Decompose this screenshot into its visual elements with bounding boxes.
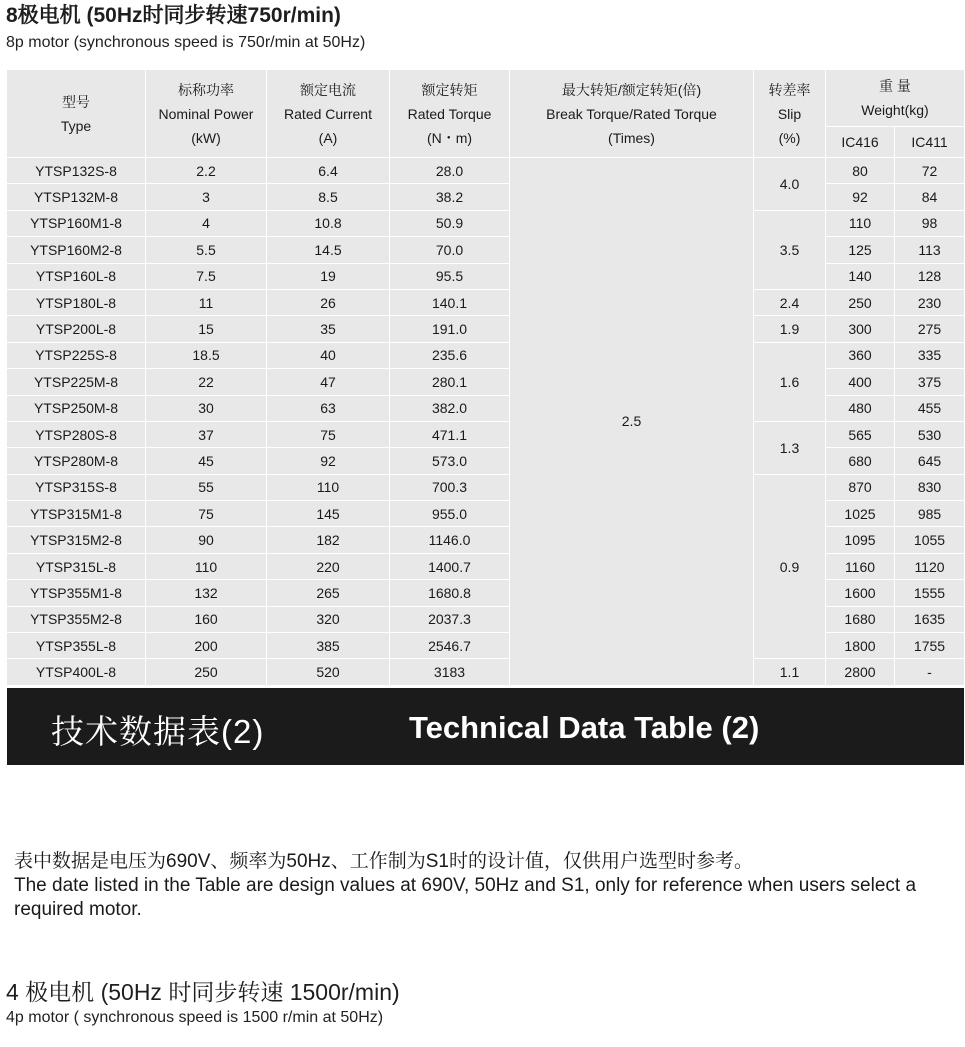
cell-current: 47 <box>267 369 390 395</box>
cell-slip: 1.9 <box>754 316 826 342</box>
cell-weight-ic416: 1800 <box>826 633 895 659</box>
cell-slip: 2.4 <box>754 289 826 315</box>
cell-type: YTSP200L-8 <box>7 316 146 342</box>
header-slip: 转差率 Slip (%) <box>754 70 826 158</box>
cell-type: YTSP160M2-8 <box>7 237 146 263</box>
table-note <box>14 850 954 922</box>
cell-torque: 28.0 <box>390 158 510 184</box>
cell-power: 160 <box>146 606 267 632</box>
cell-power: 4 <box>146 210 267 236</box>
cell-torque: 50.9 <box>390 210 510 236</box>
cell-current: 110 <box>267 474 390 500</box>
cell-weight-ic416: 1025 <box>826 501 895 527</box>
cell-power: 37 <box>146 421 267 447</box>
cell-power: 55 <box>146 474 267 500</box>
cell-type: YTSP180L-8 <box>7 289 146 315</box>
note-zh: 表中数据是电压为690V、频率为50Hz、工作制为S1时的设计值，仅供用户选型时参考。 <box>14 851 753 872</box>
table-row <box>7 342 965 368</box>
cell-type: YTSP225M-8 <box>7 369 146 395</box>
cell-torque: 1146.0 <box>390 527 510 553</box>
cell-torque: 955.0 <box>390 501 510 527</box>
cell-slip: 1.6 <box>754 342 826 421</box>
cell-torque: 70.0 <box>390 237 510 263</box>
cell-weight-ic416: 2800 <box>826 659 895 685</box>
cell-type: YTSP280M-8 <box>7 448 146 474</box>
cell-torque: 573.0 <box>390 448 510 474</box>
cell-weight-ic416: 110 <box>826 210 895 236</box>
table-row <box>7 289 965 315</box>
cell-power: 2.2 <box>146 158 267 184</box>
table-row <box>7 474 965 500</box>
cell-current: 63 <box>267 395 390 421</box>
note-en: The date listed in the Table are design values at 690V, 50Hz and S1, only for reference when users select a required motor. <box>14 875 917 920</box>
cell-current: 6.4 <box>267 158 390 184</box>
cell-type: YTSP355M1-8 <box>7 580 146 606</box>
section-banner <box>7 688 964 765</box>
cell-torque: 382.0 <box>390 395 510 421</box>
cell-type: YTSP132M-8 <box>7 184 146 210</box>
cell-current: 35 <box>267 316 390 342</box>
cell-torque: 700.3 <box>390 474 510 500</box>
cell-type: YTSP315L-8 <box>7 553 146 579</box>
cell-current: 92 <box>267 448 390 474</box>
cell-power: 3 <box>146 184 267 210</box>
cell-weight-ic411: 985 <box>895 501 965 527</box>
cell-current: 75 <box>267 421 390 447</box>
cell-current: 26 <box>267 289 390 315</box>
cell-weight-ic416: 360 <box>826 342 895 368</box>
cell-weight-ic411: 530 <box>895 421 965 447</box>
cell-power: 45 <box>146 448 267 474</box>
cell-current: 10.8 <box>267 210 390 236</box>
cell-weight-ic416: 125 <box>826 237 895 263</box>
cell-weight-ic416: 680 <box>826 448 895 474</box>
cell-weight-ic416: 1160 <box>826 553 895 579</box>
cell-torque: 471.1 <box>390 421 510 447</box>
cell-type: YTSP132S-8 <box>7 158 146 184</box>
cell-power: 22 <box>146 369 267 395</box>
section-subtitle-8p: 8p motor (synchronous speed is 750r/min at 50Hz) <box>6 34 366 51</box>
cell-weight-ic416: 80 <box>826 158 895 184</box>
cell-current: 145 <box>267 501 390 527</box>
header-torque: 额定转矩 Rated Torque (N・m) <box>390 70 510 158</box>
cell-power: 132 <box>146 580 267 606</box>
cell-weight-ic411: 128 <box>895 263 965 289</box>
cell-torque: 2037.3 <box>390 606 510 632</box>
cell-torque: 2546.7 <box>390 633 510 659</box>
cell-weight-ic411: 335 <box>895 342 965 368</box>
cell-weight-ic416: 400 <box>826 369 895 395</box>
cell-slip: 3.5 <box>754 210 826 289</box>
cell-torque: 95.5 <box>390 263 510 289</box>
cell-weight-ic411: 113 <box>895 237 965 263</box>
cell-weight-ic416: 92 <box>826 184 895 210</box>
cell-slip: 1.1 <box>754 659 826 685</box>
cell-weight-ic416: 300 <box>826 316 895 342</box>
cell-type: YTSP280S-8 <box>7 421 146 447</box>
cell-weight-ic411: 230 <box>895 289 965 315</box>
header-weight: 重 量 Weight(kg) <box>826 70 965 127</box>
cell-torque: 280.1 <box>390 369 510 395</box>
cell-current: 8.5 <box>267 184 390 210</box>
cell-current: 40 <box>267 342 390 368</box>
table-row <box>7 316 965 342</box>
header-type: 型号 Type <box>7 70 146 158</box>
cell-type: YTSP315M2-8 <box>7 527 146 553</box>
cell-weight-ic411: 84 <box>895 184 965 210</box>
cell-power: 110 <box>146 553 267 579</box>
cell-weight-ic411: 830 <box>895 474 965 500</box>
cell-weight-ic411: 72 <box>895 158 965 184</box>
header-ic416: IC416 <box>826 127 895 158</box>
cell-type: YTSP160L-8 <box>7 263 146 289</box>
cell-weight-ic411: 375 <box>895 369 965 395</box>
table-row <box>7 210 965 236</box>
header-break-torque: 最大转矩/额定转矩(倍) Break Torque/Rated Torque (Times) <box>510 70 754 158</box>
cell-slip: 1.3 <box>754 421 826 474</box>
cell-torque: 140.1 <box>390 289 510 315</box>
technical-data-table <box>6 69 965 686</box>
cell-weight-ic411: 1635 <box>895 606 965 632</box>
cell-current: 385 <box>267 633 390 659</box>
banner-title-en: Technical Data Table (2) <box>409 710 760 745</box>
section-subtitle-4p: 4p motor ( synchronous speed is 1500 r/min at 50Hz) <box>6 1009 384 1026</box>
cell-power: 200 <box>146 633 267 659</box>
cell-power: 11 <box>146 289 267 315</box>
table-row <box>7 421 965 447</box>
cell-torque: 191.0 <box>390 316 510 342</box>
cell-weight-ic411: 1755 <box>895 633 965 659</box>
cell-power: 7.5 <box>146 263 267 289</box>
cell-weight-ic411: 1555 <box>895 580 965 606</box>
cell-weight-ic416: 140 <box>826 263 895 289</box>
cell-power: 30 <box>146 395 267 421</box>
cell-current: 220 <box>267 553 390 579</box>
cell-current: 19 <box>267 263 390 289</box>
cell-type: YTSP315S-8 <box>7 474 146 500</box>
cell-power: 5.5 <box>146 237 267 263</box>
table-row <box>7 659 965 685</box>
cell-current: 320 <box>267 606 390 632</box>
cell-weight-ic411: 1055 <box>895 527 965 553</box>
header-current: 额定电流 Rated Current (A) <box>267 70 390 158</box>
cell-weight-ic411: 455 <box>895 395 965 421</box>
cell-type: YTSP160M1-8 <box>7 210 146 236</box>
cell-slip: 4.0 <box>754 158 826 211</box>
cell-power: 250 <box>146 659 267 685</box>
cell-power: 15 <box>146 316 267 342</box>
cell-torque: 235.6 <box>390 342 510 368</box>
cell-torque: 1400.7 <box>390 553 510 579</box>
cell-power: 75 <box>146 501 267 527</box>
cell-weight-ic416: 870 <box>826 474 895 500</box>
cell-torque: 3183 <box>390 659 510 685</box>
header-power: 标称功率 Nominal Power (kW) <box>146 70 267 158</box>
cell-current: 14.5 <box>267 237 390 263</box>
cell-power: 18.5 <box>146 342 267 368</box>
cell-torque: 38.2 <box>390 184 510 210</box>
cell-weight-ic411: 645 <box>895 448 965 474</box>
cell-weight-ic411: 275 <box>895 316 965 342</box>
cell-slip: 0.9 <box>754 474 826 659</box>
cell-weight-ic416: 480 <box>826 395 895 421</box>
cell-weight-ic416: 1095 <box>826 527 895 553</box>
cell-type: YTSP250M-8 <box>7 395 146 421</box>
cell-weight-ic416: 1600 <box>826 580 895 606</box>
cell-current: 265 <box>267 580 390 606</box>
cell-type: YTSP400L-8 <box>7 659 146 685</box>
cell-break-torque: 2.5 <box>510 158 754 686</box>
cell-weight-ic411: - <box>895 659 965 685</box>
cell-power: 90 <box>146 527 267 553</box>
cell-type: YTSP225S-8 <box>7 342 146 368</box>
cell-type: YTSP315M1-8 <box>7 501 146 527</box>
cell-weight-ic416: 565 <box>826 421 895 447</box>
cell-weight-ic411: 1120 <box>895 553 965 579</box>
cell-current: 182 <box>267 527 390 553</box>
banner-title-zh: 技术数据表(2) <box>51 713 265 750</box>
cell-type: YTSP355L-8 <box>7 633 146 659</box>
table-row <box>7 158 965 184</box>
cell-current: 520 <box>267 659 390 685</box>
cell-weight-ic411: 98 <box>895 210 965 236</box>
section-title-8p: 8极电机 (50Hz时同步转速750r/min) <box>6 4 341 27</box>
cell-weight-ic416: 1680 <box>826 606 895 632</box>
header-ic411: IC411 <box>895 127 965 158</box>
cell-type: YTSP355M2-8 <box>7 606 146 632</box>
cell-weight-ic416: 250 <box>826 289 895 315</box>
cell-torque: 1680.8 <box>390 580 510 606</box>
section-title-4p: 4 极电机 (50Hz 时同步转速 1500r/min) <box>6 979 400 1005</box>
